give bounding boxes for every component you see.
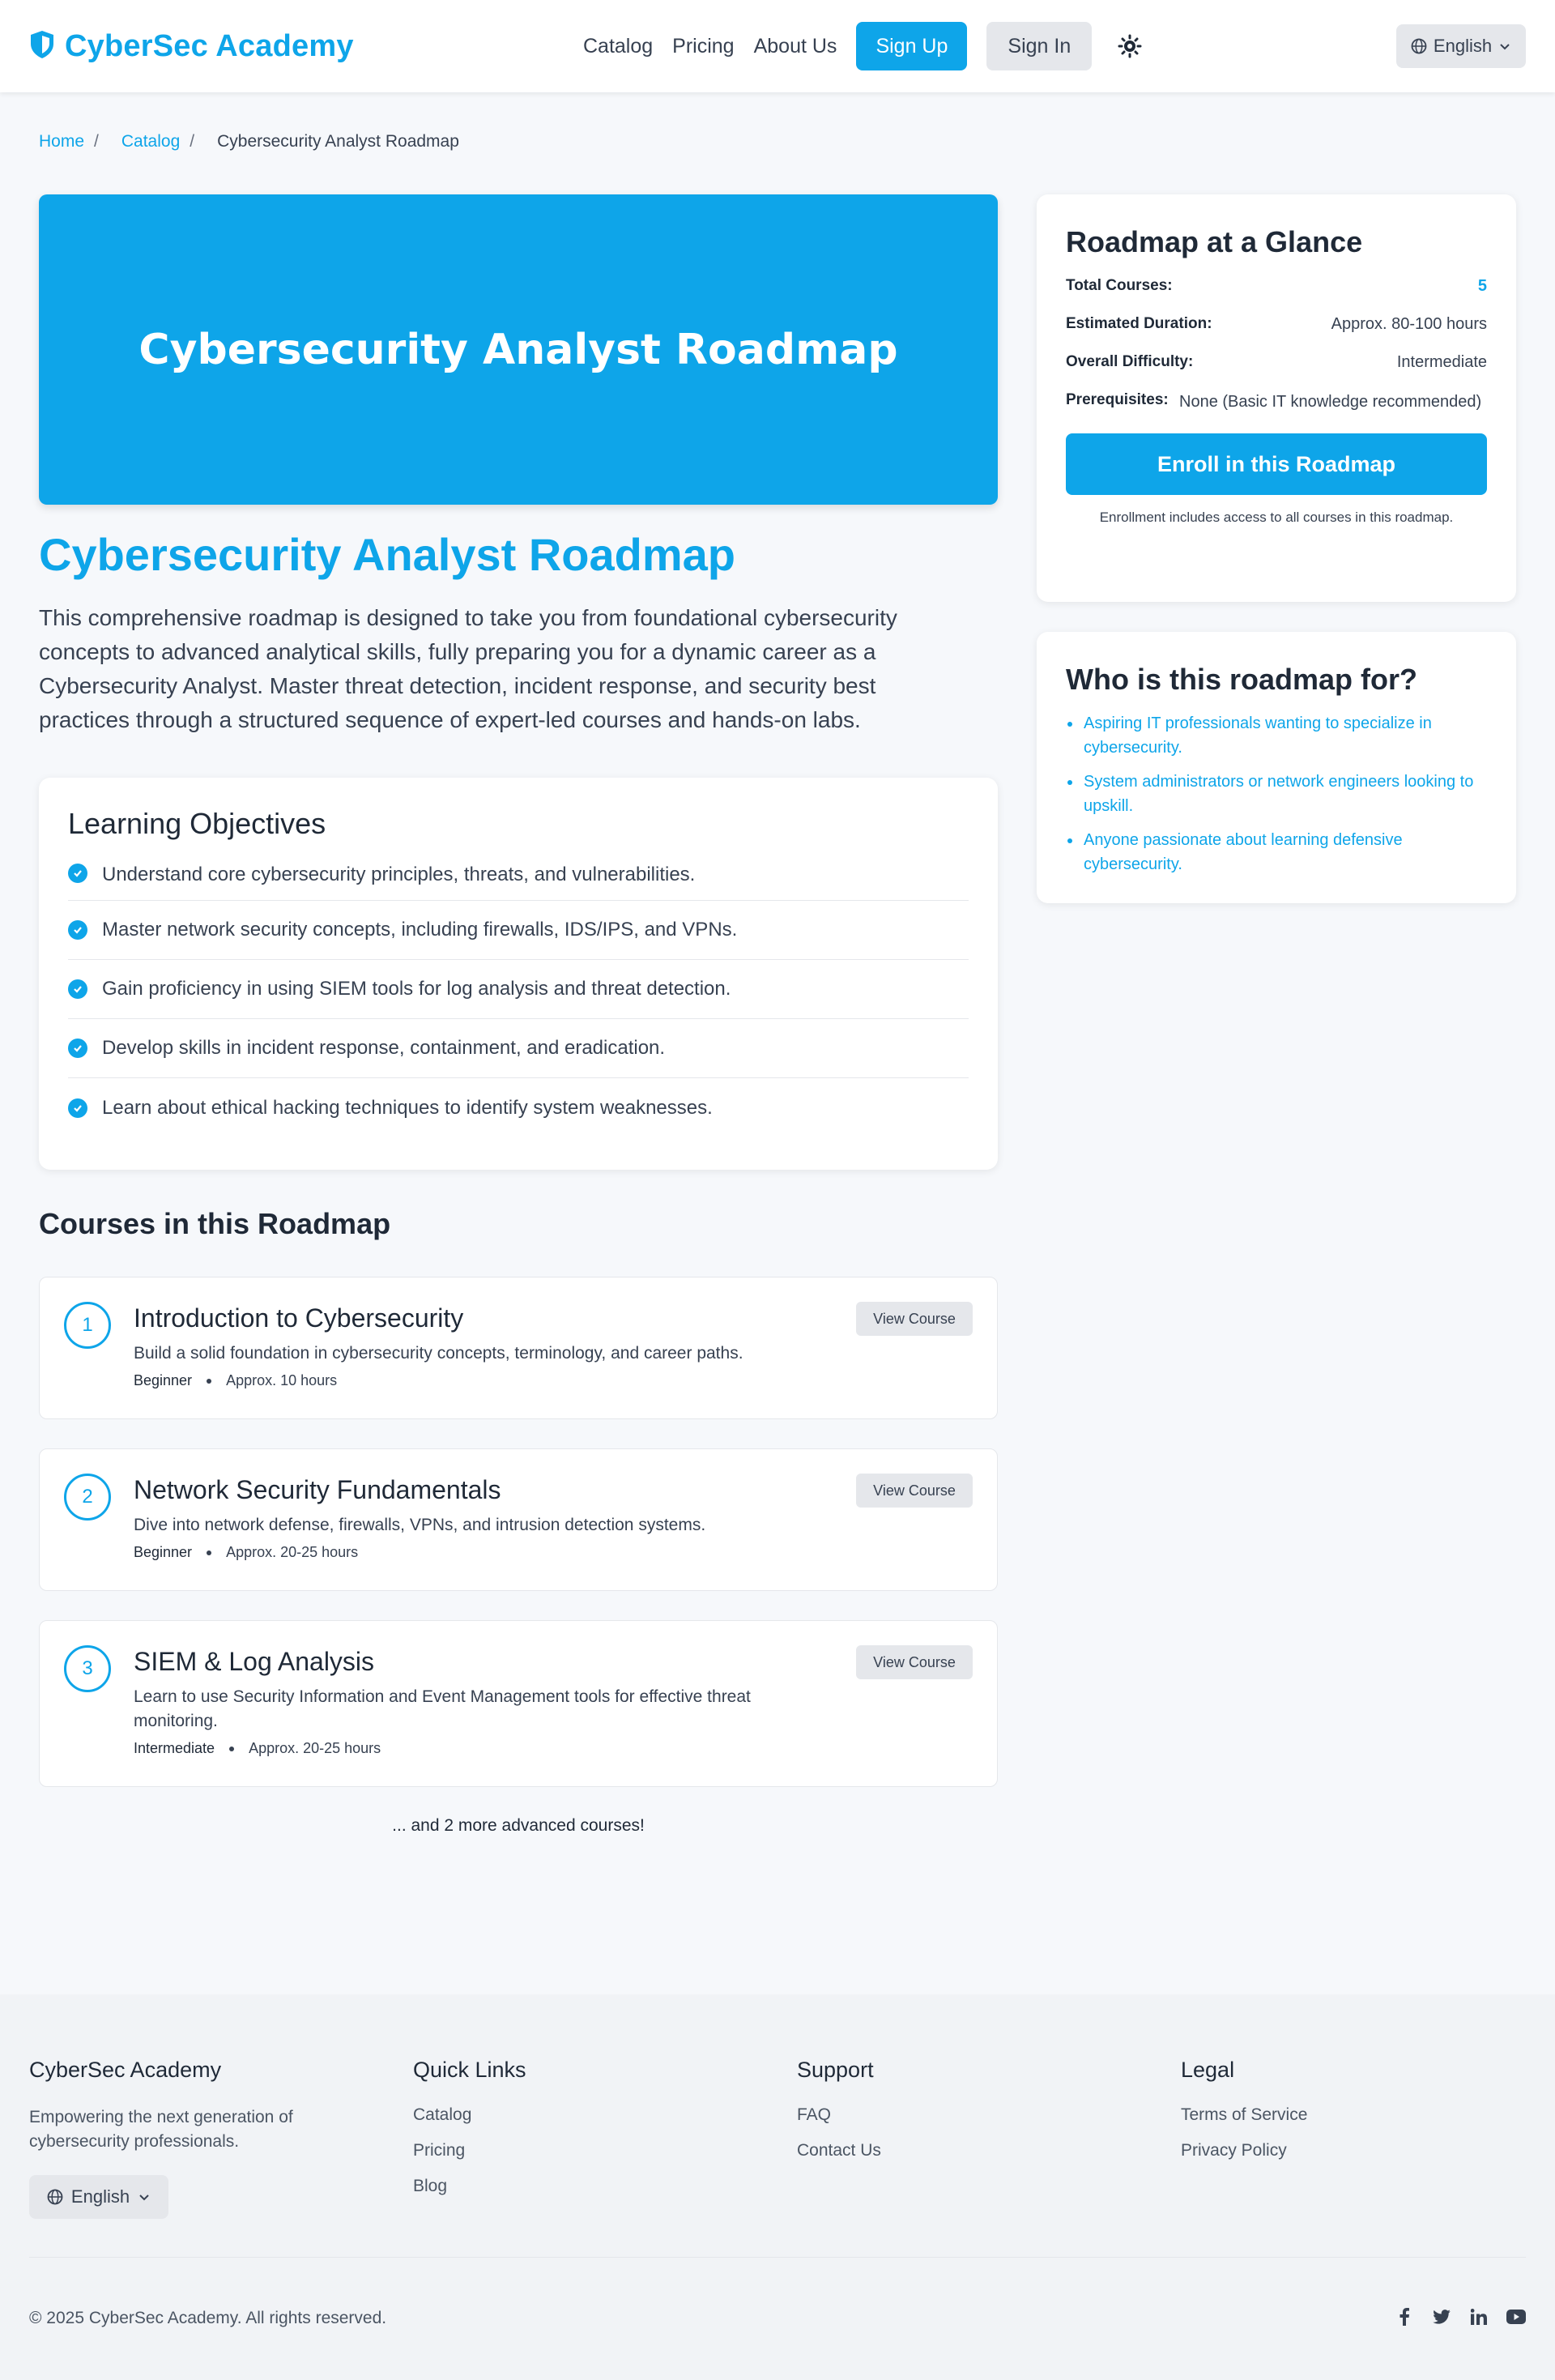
footer-link-contact[interactable]: Contact Us bbox=[797, 2141, 881, 2160]
glance-row-duration bbox=[1066, 315, 1487, 334]
glance-title: Roadmap at a Glance bbox=[1066, 225, 1363, 258]
footer-tagline: Empowering the next generation of cybersecurity professionals. bbox=[29, 2108, 293, 2151]
enroll-button[interactable]: Enroll in this Roadmap bbox=[1066, 433, 1487, 495]
glance-row-difficulty bbox=[1066, 353, 1487, 372]
breadcrumb-separator: / bbox=[94, 132, 99, 151]
course-level: Intermediate bbox=[134, 1740, 215, 1756]
glance-row-prerequisites bbox=[1066, 391, 1487, 414]
check-circle-icon bbox=[68, 979, 87, 999]
course-number: 1 bbox=[64, 1302, 111, 1349]
social-links bbox=[1395, 2307, 1526, 2327]
brand-name: CyberSec Academy bbox=[65, 28, 354, 63]
nav-about-us[interactable]: About Us bbox=[753, 34, 837, 58]
copyright: © 2025 CyberSec Academy. All rights reserved. bbox=[29, 2309, 387, 2327]
sun-icon bbox=[1118, 34, 1142, 58]
bullet-separator bbox=[229, 1747, 234, 1751]
course-meta bbox=[134, 1544, 814, 1561]
bullet-icon bbox=[1067, 838, 1072, 843]
objective-text: Understand core cybersecurity principles, threats, and vulnerabilities. bbox=[102, 864, 696, 885]
course-description: Learn to use Security Information and Event Management tools for effective threat monitoring. bbox=[134, 1687, 751, 1730]
globe-icon bbox=[47, 2189, 63, 2205]
main-nav bbox=[583, 0, 1144, 92]
site-footer bbox=[0, 1994, 1555, 2380]
footer-about bbox=[29, 2058, 353, 2219]
chevron-down-icon bbox=[138, 2190, 151, 2203]
audience-text: System administrators or network engineers looking to upskill. bbox=[1084, 773, 1474, 815]
course-card bbox=[39, 1277, 998, 1419]
glance-value: 5 bbox=[1477, 277, 1487, 295]
objective-text: Learn about ethical hacking techniques to identify system weaknesses. bbox=[102, 1096, 713, 1119]
glance-label: Total Courses: bbox=[1066, 277, 1173, 294]
course-number: 2 bbox=[64, 1474, 111, 1521]
glance-row-total-courses bbox=[1066, 277, 1487, 296]
footer-quick-links bbox=[413, 2058, 526, 2212]
course-description: Dive into network defense, firewalls, VPNs, and intrusion detection systems. bbox=[134, 1516, 706, 1534]
nav-catalog[interactable]: Catalog bbox=[583, 34, 654, 58]
footer-brand: CyberSec Academy bbox=[29, 2058, 222, 2082]
objective-text: Develop skills in incident response, containment, and eradication. bbox=[102, 1037, 666, 1059]
footer-column-title: Support bbox=[797, 2058, 874, 2082]
sign-up-button[interactable]: Sign Up bbox=[856, 22, 967, 70]
glance-value: None (Basic IT knowledge recommended) bbox=[1179, 393, 1482, 411]
enroll-note: Enrollment includes access to all courses in this roadmap. bbox=[1099, 510, 1454, 525]
breadcrumb-home[interactable]: Home bbox=[39, 132, 85, 151]
footer-link-catalog[interactable]: Catalog bbox=[413, 2105, 472, 2124]
course-card bbox=[39, 1448, 998, 1591]
footer-column-title: Quick Links bbox=[413, 2058, 526, 2082]
facebook-icon[interactable] bbox=[1395, 2307, 1414, 2327]
breadcrumb-separator: / bbox=[190, 132, 195, 151]
course-duration: Approx. 20-25 hours bbox=[226, 1544, 359, 1560]
objective-item bbox=[68, 1078, 969, 1137]
objectives-list bbox=[68, 859, 969, 1137]
footer-language-selector[interactable] bbox=[29, 2175, 168, 2219]
glance-label: Estimated Duration: bbox=[1066, 315, 1212, 332]
breadcrumb-catalog[interactable]: Catalog bbox=[121, 132, 181, 151]
course-duration: Approx. 20-25 hours bbox=[249, 1740, 381, 1756]
course-title: Network Security Fundamentals bbox=[134, 1475, 501, 1504]
youtube-icon[interactable] bbox=[1506, 2307, 1526, 2327]
glance-label: Overall Difficulty: bbox=[1066, 353, 1194, 370]
glance-value: Intermediate bbox=[1396, 353, 1487, 371]
language-label: English bbox=[1433, 36, 1493, 56]
hero-banner-title: Cybersecurity Analyst Roadmap bbox=[138, 325, 898, 374]
roadmap-intro: This comprehensive roadmap is designed to take you from foundational cybersecurity concepts to advanced analytical skills, fully preparing you for a dynamic career as a Cybersecurity Analyst. Master threat detection, incident response, and security best practices through a structured sequence of expert-led courses and hands-on labs. bbox=[39, 605, 897, 732]
who-for-title: Who is this roadmap for? bbox=[1066, 663, 1418, 696]
objective-item bbox=[68, 859, 969, 901]
courses-section-title: Courses in this Roadmap bbox=[39, 1207, 391, 1240]
course-card bbox=[39, 1620, 998, 1787]
glance-label: Prerequisites: bbox=[1066, 391, 1169, 408]
audience-list bbox=[1066, 711, 1487, 877]
footer-link-pricing[interactable]: Pricing bbox=[413, 2141, 466, 2160]
bullet-separator bbox=[207, 1550, 211, 1555]
view-course-button[interactable]: View Course bbox=[856, 1645, 973, 1679]
footer-language-label: English bbox=[70, 2186, 130, 2207]
sign-in-button[interactable]: Sign In bbox=[986, 22, 1092, 70]
check-circle-icon bbox=[68, 1098, 87, 1118]
audience-text: Anyone passionate about learning defensive cybersecurity. bbox=[1084, 831, 1403, 873]
course-meta bbox=[134, 1372, 814, 1389]
breadcrumb-current: Cybersecurity Analyst Roadmap bbox=[217, 132, 459, 151]
footer-link-privacy[interactable]: Privacy Policy bbox=[1181, 2141, 1287, 2160]
globe-icon bbox=[1411, 38, 1427, 54]
footer-divider bbox=[29, 2257, 1526, 2258]
footer-legal bbox=[1181, 2058, 1307, 2177]
footer-link-terms[interactable]: Terms of Service bbox=[1181, 2105, 1308, 2124]
roadmap-at-a-glance-card bbox=[1037, 194, 1516, 602]
language-selector[interactable] bbox=[1396, 24, 1526, 68]
footer-link-blog[interactable]: Blog bbox=[413, 2177, 448, 2195]
bullet-separator bbox=[207, 1379, 211, 1384]
objective-item bbox=[68, 1019, 969, 1078]
hero-banner bbox=[39, 194, 998, 505]
twitter-icon[interactable] bbox=[1432, 2307, 1451, 2327]
brand-link[interactable] bbox=[29, 29, 354, 64]
learning-objectives-title: Learning Objectives bbox=[68, 807, 326, 840]
learning-objectives-card bbox=[39, 778, 998, 1170]
theme-toggle-button[interactable] bbox=[1116, 32, 1144, 60]
audience-text: Aspiring IT professionals wanting to specialize in cybersecurity. bbox=[1084, 714, 1432, 757]
audience-item bbox=[1066, 828, 1487, 877]
footer-support bbox=[797, 2058, 881, 2177]
view-course-button[interactable]: View Course bbox=[856, 1474, 973, 1508]
bullet-icon bbox=[1067, 722, 1072, 727]
breadcrumb bbox=[39, 132, 459, 151]
chevron-down-icon bbox=[1498, 40, 1511, 53]
check-circle-icon bbox=[68, 1039, 87, 1058]
footer-column-title: Legal bbox=[1181, 2058, 1235, 2082]
more-courses-note: ... and 2 more advanced courses! bbox=[392, 1816, 645, 1835]
course-title: Introduction to Cybersecurity bbox=[134, 1303, 464, 1333]
view-course-button[interactable]: View Course bbox=[856, 1302, 973, 1336]
check-circle-icon bbox=[68, 864, 87, 883]
site-header bbox=[0, 0, 1555, 92]
check-circle-icon bbox=[68, 920, 87, 940]
nav-pricing[interactable]: Pricing bbox=[672, 34, 735, 58]
bullet-icon bbox=[1067, 780, 1072, 785]
objective-text: Master network security concepts, including firewalls, IDS/IPS, and VPNs. bbox=[102, 919, 738, 940]
page-title: Cybersecurity Analyst Roadmap bbox=[39, 529, 735, 580]
audience-item bbox=[1066, 711, 1487, 760]
objective-text: Gain proficiency in using SIEM tools for log analysis and threat detection. bbox=[102, 978, 731, 1000]
shield-icon bbox=[29, 30, 55, 63]
objective-item bbox=[68, 901, 969, 960]
footer-link-faq[interactable]: FAQ bbox=[797, 2105, 832, 2124]
linkedin-icon[interactable] bbox=[1469, 2307, 1489, 2327]
course-title: SIEM & Log Analysis bbox=[134, 1647, 375, 1676]
audience-item bbox=[1066, 770, 1487, 818]
course-meta bbox=[134, 1740, 814, 1757]
course-level: Beginner bbox=[134, 1544, 193, 1560]
who-is-this-for-card bbox=[1037, 632, 1516, 903]
objective-item bbox=[68, 960, 969, 1019]
course-duration: Approx. 10 hours bbox=[226, 1372, 338, 1388]
glance-value: Approx. 80-100 hours bbox=[1331, 315, 1487, 333]
course-description: Build a solid foundation in cybersecurity concepts, terminology, and career paths. bbox=[134, 1344, 743, 1363]
course-number: 3 bbox=[64, 1645, 111, 1692]
course-level: Beginner bbox=[134, 1372, 193, 1388]
